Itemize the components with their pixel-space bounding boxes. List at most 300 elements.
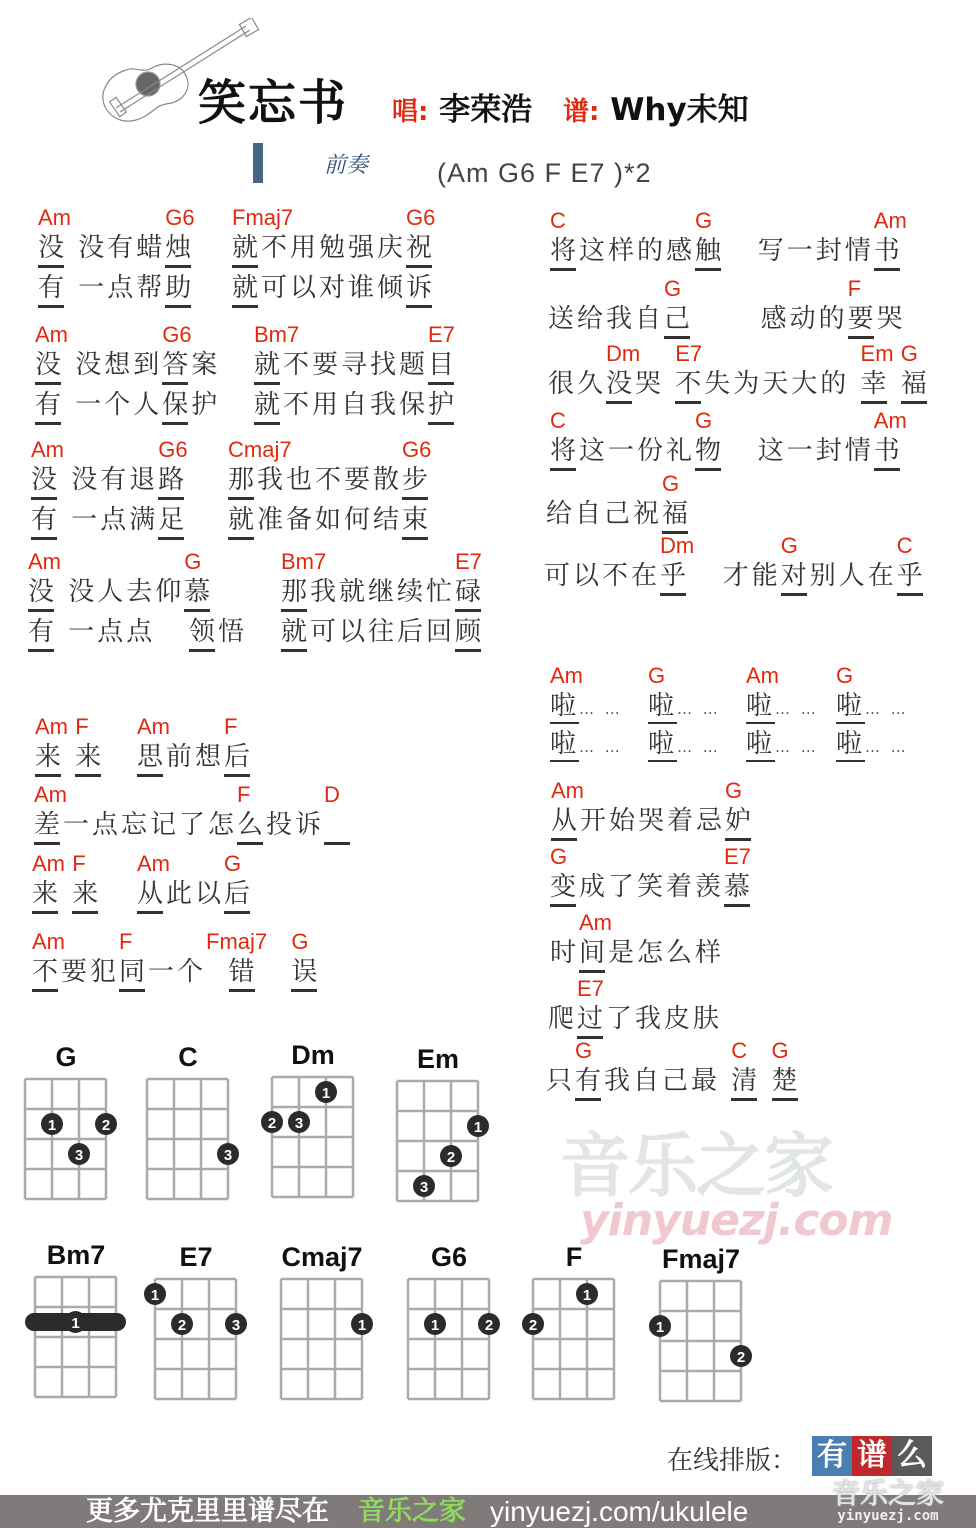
chord-row [38, 205, 194, 233]
lyric-block [548, 976, 722, 1044]
lyric-line [34, 810, 324, 850]
chord-label: G [771, 1038, 789, 1063]
underline-mark [75, 774, 101, 777]
chord-label: Am [35, 714, 68, 739]
chord-label: F [237, 782, 251, 807]
finger-dot [288, 1111, 310, 1133]
underline-mark [35, 774, 61, 777]
lyric-text: 从此以后 [137, 879, 254, 909]
chord-row [137, 714, 253, 742]
fretboard-grid [25, 1276, 127, 1400]
finger-dot [68, 1143, 90, 1165]
chord-label: G [725, 778, 743, 803]
underline-mark [224, 774, 250, 777]
chord-row [32, 851, 101, 879]
arranger-label: 谱: [563, 97, 600, 127]
lyric-block [548, 341, 930, 409]
lyric-block [28, 549, 247, 657]
underline-mark [664, 336, 690, 339]
lyric-text: 时间是怎么样 [550, 938, 725, 968]
lyric-line [32, 957, 320, 997]
fretboard-grid [137, 1078, 239, 1202]
chord-row [550, 910, 724, 938]
fretboard-grid [271, 1278, 373, 1402]
lyric-line [254, 350, 457, 390]
lyric-line [32, 879, 101, 919]
lyric-block [228, 437, 431, 545]
lyric-block [550, 208, 907, 276]
underline-mark [724, 904, 750, 907]
chord-label: Am [579, 910, 612, 935]
chord-label: F [224, 714, 238, 739]
underline-mark [31, 497, 57, 500]
underline-mark [324, 842, 350, 845]
svg-text:1: 1 [655, 1319, 665, 1336]
song-title: 笑忘书 [198, 75, 349, 131]
underline-mark [229, 989, 255, 992]
underline-mark [660, 593, 686, 596]
footer-url[interactable]: yinyuezj.com/ukulele [490, 1496, 749, 1527]
chord-label: G [695, 408, 713, 433]
chord-label: E7 [675, 341, 703, 366]
fretboard-grid [398, 1278, 500, 1402]
chord-row [546, 471, 691, 499]
underline-mark [72, 911, 98, 914]
singer [392, 84, 532, 129]
chord-label: C [550, 408, 566, 433]
la-line [836, 729, 926, 767]
underline-mark [550, 268, 576, 271]
finger-dot [315, 1081, 337, 1103]
lyric-text: 可以不在乎 才能对别人在乎 [544, 561, 926, 591]
underline-mark [228, 497, 254, 500]
ellipsis: … … [775, 738, 819, 756]
chord-row [548, 341, 930, 369]
site-logo [832, 1479, 944, 1524]
finger-dot [65, 1311, 87, 1333]
underline-mark [281, 649, 307, 652]
singer-name: 李荣浩 [439, 92, 533, 128]
chord-label: Am [746, 663, 779, 688]
finger-dot [649, 1315, 671, 1337]
underline-mark [237, 842, 263, 845]
fretboard-grid [523, 1278, 625, 1402]
lyric-line [548, 304, 906, 344]
chord-label: Am [550, 663, 583, 688]
chord-row [546, 1038, 801, 1066]
fretboard-grid [387, 1080, 489, 1204]
lyric-line [550, 872, 753, 912]
chord-label: G [184, 549, 202, 574]
lyric-block [32, 929, 320, 997]
underline-mark [232, 305, 258, 308]
finger-dot [225, 1313, 247, 1335]
lyric-block [544, 533, 926, 601]
lyric-text: 没 没有退路 [31, 465, 188, 495]
svg-text:1: 1 [357, 1317, 367, 1334]
lyric-text: 有 一个人保护 [35, 390, 221, 420]
chord-label: Am [35, 322, 68, 347]
lyric-text: 从开始哭着忌妒 [551, 806, 755, 836]
chord-row [550, 844, 753, 872]
underline-mark [38, 305, 64, 308]
lyric-line [28, 617, 247, 657]
underline-mark [897, 593, 923, 596]
underline-mark [848, 336, 874, 339]
lyric-line [550, 938, 724, 978]
svg-text:3: 3 [419, 1179, 429, 1196]
underline-mark [874, 268, 900, 271]
underline-mark [32, 989, 58, 992]
finger-dot [413, 1175, 435, 1197]
lyric-text: 变成了笑着羡慕 [550, 872, 754, 902]
lyric-line [548, 369, 930, 409]
la-line [550, 691, 648, 729]
lyric-line [232, 233, 435, 273]
lyric-line [544, 561, 926, 601]
lyric-text: 就可以对谁倾诉 [232, 273, 436, 303]
svg-text:2: 2 [736, 1349, 746, 1366]
chord-label: G [662, 471, 680, 496]
lyric-text: 就不用自我保护 [254, 390, 458, 420]
finger-dot [351, 1313, 373, 1335]
chord-name: C [178, 1042, 198, 1072]
ellipsis: … … [677, 738, 721, 756]
chord-row [254, 322, 457, 350]
chord-label: Am [28, 549, 61, 574]
lyric-block [548, 276, 906, 344]
chord-label: G [900, 341, 918, 366]
chord-label: C [896, 533, 913, 558]
underline-mark [162, 422, 188, 425]
chord-row [548, 276, 906, 304]
lyric-text: 差一点忘记了怎么投诉 [34, 810, 325, 840]
svg-text:3: 3 [74, 1147, 84, 1164]
chord-label: Am [38, 205, 71, 230]
finger-dot [41, 1113, 63, 1135]
svg-text:3: 3 [294, 1115, 304, 1132]
lyric-text: 就不用勉强庆祝 [232, 233, 436, 263]
svg-text:2: 2 [177, 1317, 187, 1334]
lyric-line [281, 577, 484, 617]
chord-label: G [664, 276, 682, 301]
svg-text:3: 3 [231, 1317, 241, 1334]
chord-label: Am [137, 851, 170, 876]
chord-label: Bm7 [254, 322, 300, 347]
finger-dot [730, 1345, 752, 1367]
la-cell [550, 663, 648, 767]
underline-mark [781, 593, 807, 596]
underline-mark [402, 497, 428, 500]
underline-mark [575, 1098, 601, 1101]
chord-row [31, 437, 187, 465]
chord-label: F [119, 929, 133, 954]
chord-label: G6 [158, 437, 188, 462]
watermark-text: 音乐之家 [560, 1125, 832, 1207]
la-line [648, 691, 746, 729]
finger-dot [261, 1111, 283, 1133]
chord-row [550, 208, 907, 236]
ellipsis: … … [579, 700, 623, 718]
finger-dot [576, 1283, 598, 1305]
chord-label: Am [31, 437, 64, 462]
footer-bar [0, 1495, 976, 1528]
chord-row [228, 437, 431, 465]
chord-label: G6 [165, 205, 195, 230]
chord-label: Dm [660, 533, 695, 558]
underline-mark [861, 401, 887, 404]
chord-label: Dm [606, 341, 641, 366]
chord-label: C [550, 208, 566, 233]
underline-mark [281, 609, 307, 612]
lyric-line [137, 879, 253, 919]
lyric-char: 啦 [836, 691, 865, 724]
lyric-text: 没 没有蜡烛 [38, 233, 195, 263]
lyric-text: 将这一份礼物 这一封情书 [550, 436, 903, 466]
lyric-block [32, 851, 101, 919]
svg-text:1: 1 [47, 1117, 57, 1134]
lyric-block [546, 471, 691, 539]
chord-name: Fmaj7 [661, 1244, 741, 1274]
online-layout-label: 在线排版： [667, 1446, 798, 1476]
underline-mark [162, 382, 188, 385]
lyric-text: 给自己祝福 [546, 499, 692, 529]
underline-mark [406, 305, 432, 308]
chord-row [28, 549, 247, 577]
logo-url: yinyuezj.com [837, 1508, 939, 1524]
chord-label: G [575, 1038, 593, 1063]
lyric-line [281, 617, 484, 657]
lyric-block [550, 910, 724, 978]
underline-mark [428, 382, 454, 385]
chord-label: Am [873, 408, 907, 433]
chord-label: G [550, 844, 568, 869]
ellipsis: … … [677, 700, 721, 718]
la-line [746, 691, 836, 729]
chord-row [232, 205, 435, 233]
lyric-text: 不要犯同一个 错 误 [32, 957, 321, 987]
underline-mark [228, 537, 254, 540]
lyric-text: 那我就继续忙碌 [281, 577, 485, 607]
lyric-text: 送给我自己 感动的要哭 [548, 304, 906, 334]
chord-label: G [224, 851, 242, 876]
la-cell [746, 663, 836, 767]
svg-text:2: 2 [446, 1149, 456, 1166]
fretboard-grid [145, 1278, 247, 1402]
underline-mark [35, 382, 61, 385]
chord-label: E7 [455, 549, 482, 574]
la-cell [648, 663, 746, 767]
underline-mark [406, 265, 432, 268]
lyric-text: 那我也不要散步 [228, 465, 432, 495]
lyric-line [38, 233, 194, 273]
lyric-block [35, 714, 104, 782]
lyric-line [550, 236, 903, 276]
intro-chords: (Am G6 F E7 )*2 [437, 158, 652, 188]
svg-text:1: 1 [473, 1119, 483, 1136]
svg-text:1: 1 [582, 1287, 592, 1304]
ellipsis: … … [775, 700, 819, 718]
ellipsis: … … [865, 700, 909, 718]
chord-label: Am [34, 782, 67, 807]
badge-pu[interactable]: 谱 [852, 1436, 892, 1476]
chord-label: Am [137, 714, 170, 739]
chord-name: Em [416, 1044, 460, 1074]
svg-text:1: 1 [150, 1287, 160, 1304]
lyric-block [551, 778, 754, 846]
chord-label: E7 [724, 844, 751, 869]
lyric-text: 有 一点满足 [31, 505, 188, 535]
chord-row [35, 322, 220, 350]
underline-mark [550, 904, 576, 907]
chord-label: G6 [402, 437, 432, 462]
underline-mark [901, 401, 927, 404]
lyric-text: 将这样的感触 写一封情书 [550, 236, 903, 266]
chord-row [32, 929, 320, 957]
chord-label: G [836, 663, 854, 688]
lyric-text: 思前想后 [137, 742, 254, 772]
chord-name: Bm7 [46, 1240, 106, 1270]
underline-mark [254, 422, 280, 425]
chord-label: G [695, 208, 713, 233]
la-line [550, 729, 648, 767]
singer-label: 唱: [392, 97, 429, 127]
lyric-line [228, 465, 431, 505]
chord-name: G6 [430, 1242, 468, 1272]
chord-name: Cmaj7 [281, 1242, 363, 1272]
lyric-line [254, 390, 457, 430]
finger-dot [478, 1313, 500, 1335]
underline-mark [34, 842, 60, 845]
lyric-line [28, 577, 247, 617]
finger-dot [424, 1313, 446, 1335]
chord-label: F [72, 851, 86, 876]
watermark-url: yinyuezj.com [580, 1195, 893, 1246]
arranger [563, 84, 749, 129]
lyric-block [550, 844, 753, 912]
lyric-char: 啦 [648, 691, 677, 724]
chord-row [544, 533, 926, 561]
chord-row [551, 778, 754, 806]
svg-text:2: 2 [528, 1317, 538, 1334]
lyric-block [137, 714, 253, 782]
chord-label: F [847, 276, 862, 301]
underline-mark [137, 911, 163, 914]
footer-brand[interactable]: 音乐之家 [358, 1496, 466, 1527]
underline-mark [254, 382, 280, 385]
lyric-line [35, 390, 220, 430]
underline-mark [291, 989, 317, 992]
lyric-text: 就准备如何结束 [228, 505, 432, 535]
underline-mark [874, 468, 900, 471]
chord-label: C [731, 1038, 748, 1063]
chord-label: F [75, 714, 89, 739]
lyric-line [31, 465, 187, 505]
lyric-char: 啦 [648, 729, 677, 762]
underline-mark [165, 305, 191, 308]
lyric-block [31, 437, 187, 545]
lyric-char: 啦 [550, 729, 579, 762]
svg-text:1: 1 [430, 1317, 440, 1334]
underline-mark [725, 838, 751, 841]
underline-mark [675, 401, 701, 404]
fretboard-grid [650, 1280, 752, 1404]
lyric-text: 来 来 [35, 742, 105, 772]
underline-mark [551, 838, 577, 841]
chord-name: E7 [179, 1242, 213, 1272]
svg-text:2: 2 [101, 1117, 111, 1134]
lyric-line [228, 505, 431, 545]
lyric-block [281, 549, 484, 657]
chord-label: G6 [406, 205, 436, 230]
underline-mark [38, 265, 64, 268]
chord-label: Am [873, 208, 907, 233]
chord-row [281, 549, 484, 577]
lyric-text: 有 一点点 领悟 [28, 617, 248, 647]
lyric-line [38, 273, 194, 313]
chord-row [548, 976, 722, 1004]
chord-label: Am [551, 778, 584, 803]
lyric-text: 就可以往后回顾 [281, 617, 485, 647]
svg-text:2: 2 [484, 1317, 494, 1334]
lyric-char: 啦 [836, 729, 865, 762]
chord-label: Fmaj7 [232, 205, 294, 230]
la-cell [836, 663, 926, 767]
lyric-text: 很久没哭 不失为天大的 幸 福 [548, 369, 930, 399]
underline-mark [455, 609, 481, 612]
underline-mark [32, 911, 58, 914]
lyric-text: 爬过了我皮肤 [548, 1004, 723, 1034]
finger-dot [522, 1313, 544, 1335]
finger-dot [171, 1313, 193, 1335]
intro-label: 前奏 [324, 153, 369, 178]
badge-me[interactable]: 么 [892, 1436, 932, 1476]
underline-mark [695, 268, 721, 271]
chord-name: F [565, 1242, 583, 1272]
underline-mark [184, 609, 210, 612]
lyric-line [35, 742, 104, 782]
ellipsis: … … [579, 738, 623, 756]
chord-label: G [648, 663, 666, 688]
la-line [648, 729, 746, 767]
lyric-line [546, 1066, 801, 1106]
badge-you[interactable]: 有 [812, 1436, 852, 1476]
chord-label: G6 [162, 322, 192, 347]
finger-dot [440, 1145, 462, 1167]
svg-text:3: 3 [223, 1147, 233, 1164]
lyric-block [254, 322, 457, 430]
chord-label: Cmaj7 [228, 437, 292, 462]
la-line [746, 729, 836, 767]
lyric-text: 有 一点帮助 [38, 273, 195, 303]
lyric-text: 没 没想到答案 [35, 350, 221, 380]
logo-text: 音乐之家 [832, 1477, 945, 1510]
underline-mark [119, 989, 145, 992]
underline-mark [579, 970, 605, 973]
lyric-block [35, 322, 220, 430]
underline-mark [189, 649, 215, 652]
svg-text:2: 2 [267, 1115, 277, 1132]
chord-label: Fmaj7 [206, 929, 268, 954]
chord-row [35, 714, 104, 742]
lyric-line [232, 273, 435, 313]
lyric-char: 啦 [746, 729, 775, 762]
chord-label: G [780, 533, 798, 558]
lyric-block [34, 782, 340, 850]
chord-name: Dm [291, 1040, 335, 1070]
underline-mark [158, 497, 184, 500]
lyric-block [137, 851, 253, 919]
